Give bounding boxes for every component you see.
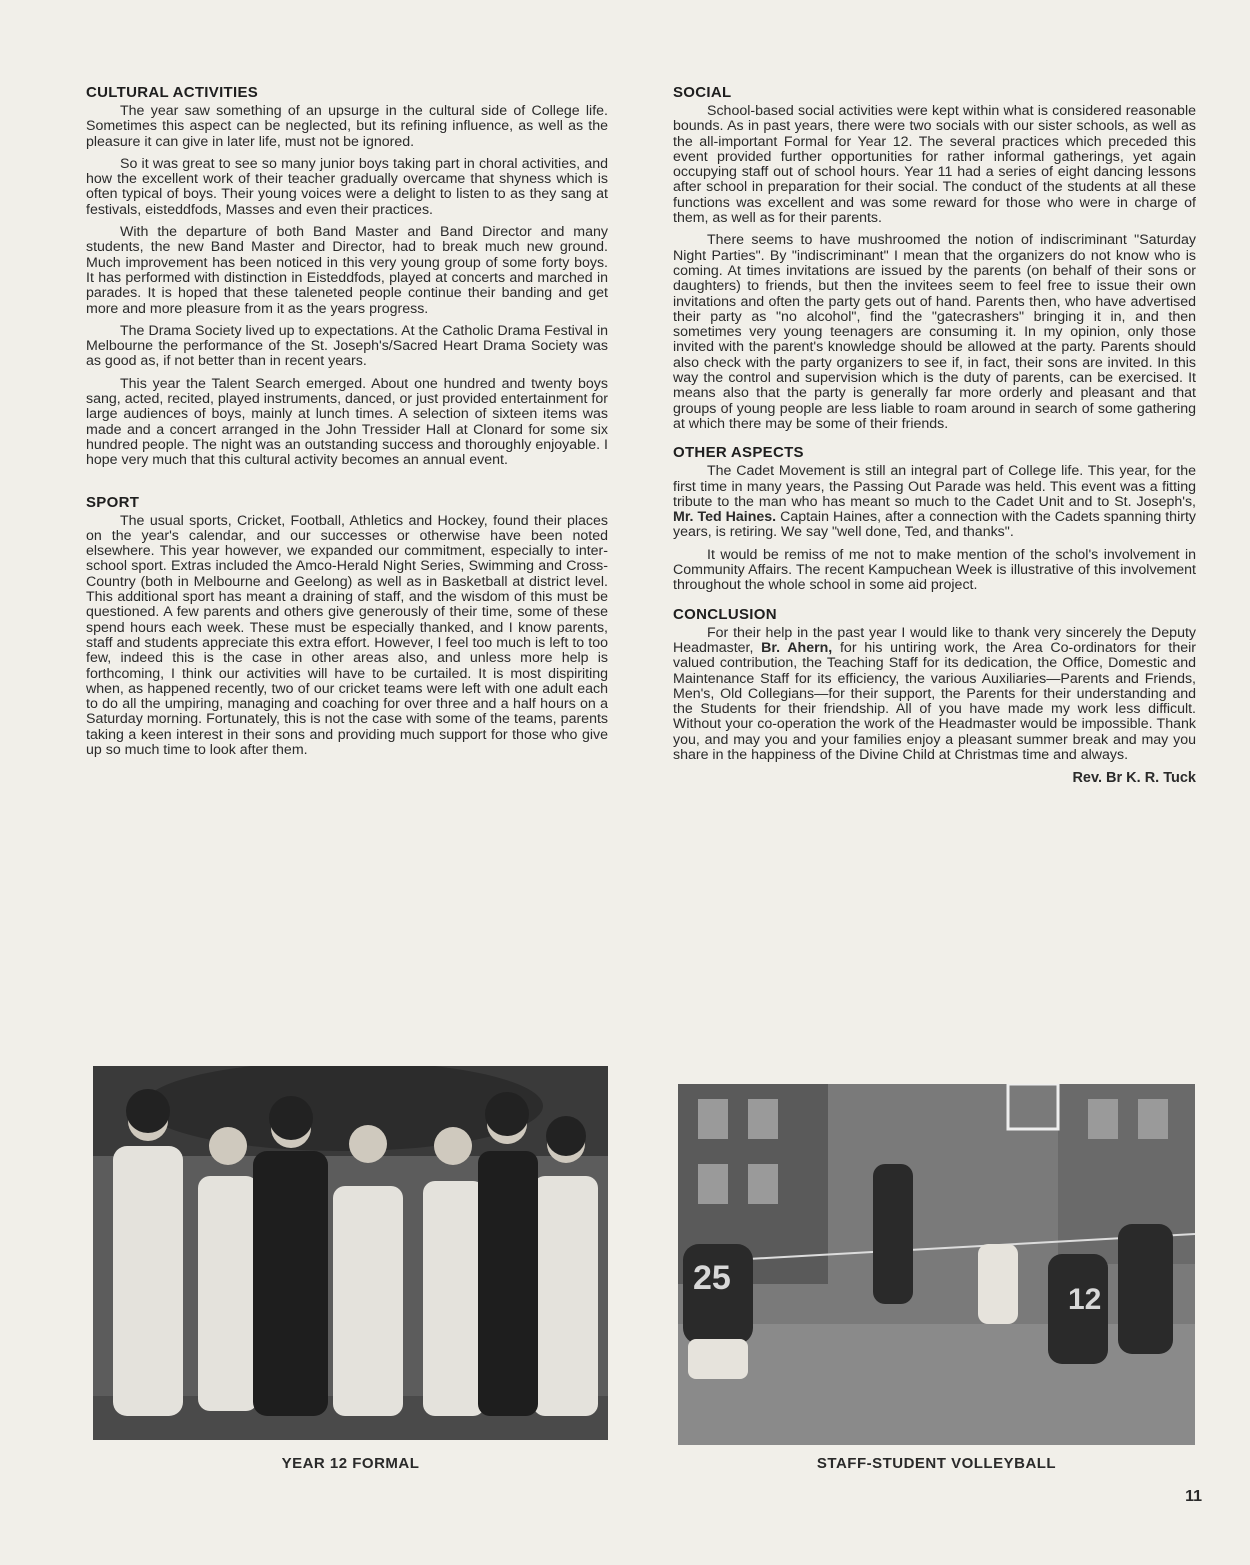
- cultural-activities-heading: CULTURAL ACTIVITIES: [86, 84, 259, 101]
- cultural-paragraph-2: So it was great to see so many junior boys taking part in choral activities, and how the excellent work of their teacher gradually overcame that shyness which is often typical of boys. Their young voices were a delight to listen to as they sang at festivals, eisteddfods, Masses and even their practices.: [86, 155, 608, 218]
- social-paragraph-2: There seems to have mushroomed the notion of indiscriminant "Saturday Night Parties". By "indiscriminant" I mean that the organizers do not know who is coming. At times invitations are issued by the parents (on behalf of their sons or daughters) to friends, but then the invitees seem to feel free to issue their own invitations and often the party gets out of hand. Parents then, who have advertised their party as "no alcohol", find the "gatecrashers" bringing it in, and then sometimes very young teenagers are consuming it. In my opinion, only those invited with the parent's knowledge should be allowed at the party. Parents should also check with the party organizers to see if, in fact, their sons are invited. In this way the control and supervision which is the duty of parents, can be exercised. It means also that the party is generally far more orderly and pleasant and that groups of young people are less liable to roam around in search of some gathering at which there may be some of their friends.: [673, 232, 1196, 432]
- other-aspects-heading: OTHER ASPECTS: [673, 444, 804, 462]
- left-column: [86, 84, 608, 765]
- page-number: 11: [1185, 1488, 1202, 1505]
- sport-heading: SPORT: [86, 493, 140, 511]
- other-aspects-paragraph-2: It would be remiss of me not to make mention of the schol's involvement in Community Affairs. The recent Kampuchean Week is illustrative of this involvement throughout the whole school in some aid project.: [673, 546, 1196, 594]
- conclusion-text-b: for his untiring work, the Area Co-ordinators for their valued contribution, the Teaching Staff for its dedication, the Office, Domestic and Maintenance Staff for its efficiency, the various Auxiliaries—Parents and Friends, Men's, Old Collegians—for their support, the Parents for their understanding and the Students for their friendship. All of you have made my work less difficult. Without your co-operation the work of the Headmaster would be impossible. Thank you, and may you and your families enjoy a pleasant summer break and may you share in the happiness of the Divine Child at Christmas time and always.: [673, 639, 1196, 763]
- conclusion-text-a: For their help in the past year I would like to thank very sincerely the Deputy Headmaster,: [673, 624, 1196, 656]
- year-12-formal-photo: [93, 1066, 608, 1440]
- signature: Rev. Br K. R. Tuck: [1072, 770, 1196, 787]
- formal-caption: YEAR 12 FORMAL: [281, 1455, 420, 1472]
- cultural-paragraph-4: The Drama Society lived up to expectations. At the Catholic Drama Festival in Melbourne the performance of the St. Joseph's/Sacred Heart Drama Society was as good as, if not better than in recent years.: [86, 322, 608, 370]
- ted-haines-name: Mr. Ted Haines.: [673, 509, 777, 526]
- social-heading: SOCIAL: [673, 84, 732, 101]
- other-aspects-paragraph-1: [673, 464, 1196, 540]
- formal-photo-illustration: [93, 1066, 608, 1440]
- cultural-paragraph-5: This year the Talent Search emerged. About one hundred and twenty boys sang, acted, recited, played instruments, danced, or just provided entertainment for large audiences of boys, mainly at lunch times. A selection of sixteen items was made and a concert arranged in the John Tressider Hall at Clonard for some six hundred people. The night was an outstanding success and thoroughly enjoyable. I hope very much that this cultural activity becomes an annual event.: [86, 375, 608, 469]
- other-aspects-text-b: Captain Haines, after a connection with the Cadets spanning thirty years, is retiring. We say "well done, Ted, and thanks".: [673, 509, 1196, 541]
- conclusion-heading: CONCLUSION: [673, 605, 777, 623]
- jersey-number-12: 12: [1068, 1283, 1102, 1316]
- other-aspects-text-a: The Cadet Movement is still an integral part of College life. This year, for the first time in many years, the Passing Out Parade was held. This event was a fitting tribute to the man who has meant so much to the Cadet Unit and to St. Joseph's,: [673, 463, 1196, 510]
- jersey-number-25: 25: [693, 1259, 731, 1297]
- volleyball-photo: [678, 1084, 1195, 1445]
- cultural-paragraph-3: With the departure of both Band Master and Band Director and many students, the new Band Master and Director, had to break much new ground. Much improvement has been noticed in this very young group of some forty boys. It has performed with distinction in Eisteddfods, played at concerts and marched in parades. It is hoped that these taleneted people continue their banding and get more and more pleasure from it as the years progress.: [86, 224, 608, 317]
- social-paragraph-1: School-based social activities were kept within what is considered reasonable bounds. As in past years, there were two socials with our sister schools, as well as the all-important Formal for Year 12. The several practices which preceded this event provided further opportunities for rather informal gatherings, yet again occupying staff out of school hours. Year 11 had a series of eight dancing lessons after school in preparation for their social. The conduct of the students at all these functions was excellent and was some reward for those who were in charge of them, as well as for their parents.: [673, 103, 1196, 227]
- br-ahern-name: Br. Ahern,: [761, 639, 833, 656]
- sport-paragraph-1: The usual sports, Cricket, Football, Athletics and Hockey, found their places on the year's calendar, and our successes or otherwise have been noted elsewhere. This year however, we expanded our commitment, especially to inter-school sport. Extras included the Amco-Herald Night Series, Swimming and Cross-Country (both in Melbourne and Geelong) as well as in Basketball at district level. This additional sport has meant a draining of staff, and the wisdom of this must be questioned. A few parents and others give generously of their time, some of these spend hours each week. These must be especially thanked, and I know parents, staff and students appreciate this extra effort. However, I feel too much is left to too few, indeed this is the case in other areas also, and unless more help is forthcoming, I think our activities will have to be curtailed. It is most dispiriting when, as happened recently, two of our cricket teams were left with one adult each to do all the umpiring, managing and coaching for over three and a half hours on a Saturday morning. Fortunately, this is not the case with some of the teams, parents taking a keen interest in their sons and providing much support for those who give up so much time to look after them.: [86, 512, 608, 758]
- right-column: [673, 84, 1196, 786]
- conclusion-paragraph: [673, 626, 1196, 764]
- cultural-paragraph-1: The year saw something of an upsurge in the cultural side of College life. Sometimes this aspect can be neglected, but its refining influence, as well as the pleasure it can give in later life, must not be ignored.: [86, 103, 608, 150]
- volleyball-caption: STAFF-STUDENT VOLLEYBALL: [816, 1455, 1057, 1472]
- volleyball-photo-illustration: [678, 1084, 1195, 1445]
